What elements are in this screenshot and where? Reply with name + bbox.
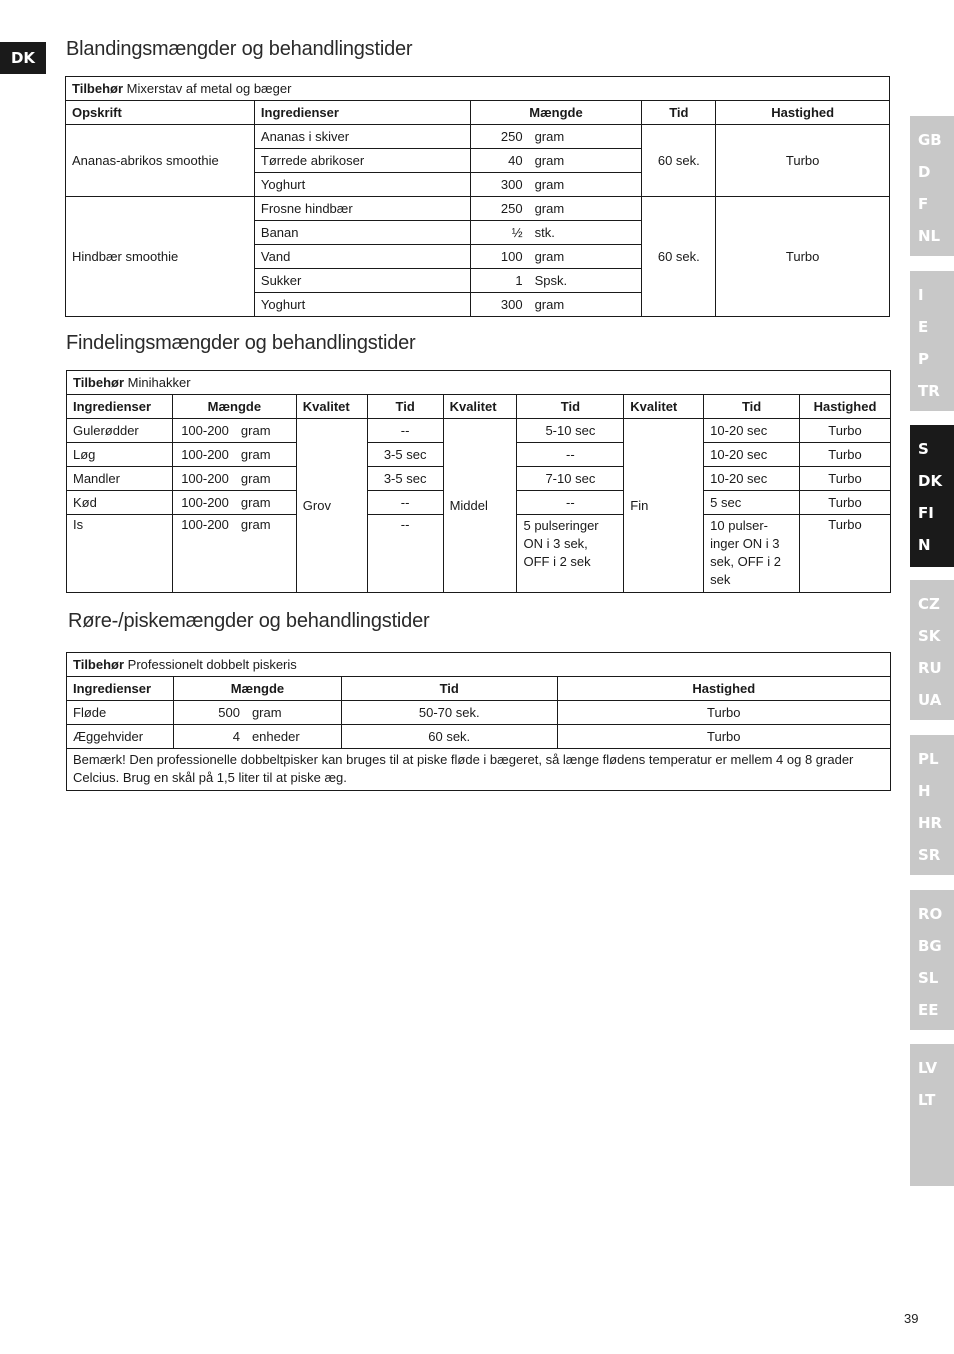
time-cell: 60 sek. [642, 197, 716, 317]
speed-cell: Turbo [557, 725, 890, 749]
table-row [66, 197, 890, 221]
amount-cell [470, 245, 642, 269]
amount-value: 40 [508, 153, 523, 168]
amount-unit: gram [240, 471, 271, 486]
amount-cell [172, 467, 296, 491]
amount-unit: gram [240, 517, 271, 532]
time-medium: 7-10 sec [517, 467, 624, 491]
speed-cell: Turbo [557, 701, 890, 725]
ingredient-cell: Mandler [67, 467, 173, 491]
chopping-table [66, 370, 891, 593]
ingredient-cell: Yoghurt [254, 293, 470, 317]
language-link[interactable]: LV [918, 1059, 938, 1077]
amount-unit: gram [534, 201, 565, 216]
ingredient-cell: Fløde [67, 701, 174, 725]
header-speed: Hastighed [800, 395, 891, 419]
amount-value: 250 [500, 201, 523, 216]
language-link[interactable]: S [918, 440, 929, 458]
language-link[interactable]: DK [918, 472, 943, 490]
amount-unit: gram [534, 177, 565, 192]
header-time-3: Tid [704, 395, 800, 419]
note-row [67, 749, 891, 791]
table-row [67, 701, 891, 725]
ingredient-cell: Gulerødder [67, 419, 173, 443]
time-cell: 60 sek. [341, 725, 557, 749]
language-link[interactable]: TR [918, 382, 940, 400]
amount-cell [470, 293, 642, 317]
language-link[interactable]: CZ [918, 595, 940, 613]
table-row [67, 419, 891, 443]
ingredient-cell: Kød [67, 491, 173, 515]
time-fine: 5 sec [704, 491, 800, 515]
language-link[interactable]: GB [918, 131, 942, 149]
time-fine: 10-20 sec [704, 467, 800, 491]
language-link[interactable]: BG [918, 937, 942, 955]
amount-value: 250 [500, 129, 523, 144]
language-group [910, 425, 954, 567]
amount-value: ½ [511, 225, 523, 240]
header-ingredients: Ingredienser [67, 395, 173, 419]
time-coarse: 3-5 sec [367, 443, 443, 467]
header-recipe: Opskrift [66, 101, 255, 125]
header-amount: Mængde [172, 395, 296, 419]
amount-cell [172, 443, 296, 467]
language-link[interactable]: N [918, 536, 931, 554]
language-link[interactable]: UA [918, 691, 942, 709]
recipe-name: Hindbær smoothie [66, 197, 255, 317]
ingredient-cell: Is [67, 515, 173, 593]
amount-unit: gram [240, 423, 271, 438]
language-link[interactable] [910, 1148, 954, 1180]
amount-cell [470, 221, 642, 245]
amount-value: 300 [500, 177, 523, 192]
amount-cell [172, 515, 296, 593]
ingredient-cell: Banan [254, 221, 470, 245]
language-link[interactable]: LT [918, 1091, 936, 1109]
language-group [910, 580, 954, 720]
header-ingredients: Ingredienser [254, 101, 470, 125]
speed-cell: Turbo [716, 197, 890, 317]
time-fine: 10-20 sec [704, 419, 800, 443]
language-link[interactable]: D [918, 163, 931, 181]
amount-unit: stk. [534, 225, 555, 240]
quality-fine: Fin [624, 419, 704, 593]
language-link[interactable]: I [918, 286, 924, 304]
amount-unit: gram [534, 249, 565, 264]
language-link[interactable]: SL [918, 969, 939, 987]
language-link[interactable]: HR [918, 814, 943, 832]
header-amount: Mængde [173, 677, 341, 701]
header-time-1: Tid [367, 395, 443, 419]
amount-unit: gram [251, 705, 282, 720]
language-group [910, 271, 954, 411]
time-medium: 5 pulseringer ON i 3 sek, OFF i 2 sek [517, 515, 624, 593]
amount-value: 100-200 [181, 471, 229, 486]
accessory-row: Tilbehør Minihakker [67, 371, 891, 395]
time-cell: 60 sek. [642, 125, 716, 197]
amount-value: 100-200 [181, 495, 229, 510]
quality-coarse: Grov [296, 419, 367, 593]
ingredient-cell: Æggehvider [67, 725, 174, 749]
amount-value: 100-200 [181, 517, 229, 532]
language-group [910, 1044, 954, 1186]
header-time-2: Tid [517, 395, 624, 419]
quality-medium: Middel [443, 419, 517, 593]
ingredient-cell: Tørrede abrikoser [254, 149, 470, 173]
language-link[interactable]: SR [918, 846, 941, 864]
amount-cell [470, 173, 642, 197]
ingredient-cell: Vand [254, 245, 470, 269]
time-medium: 5-10 sec [517, 419, 624, 443]
time-coarse: 3-5 sec [367, 467, 443, 491]
amount-value: 100 [500, 249, 523, 264]
ingredient-cell: Ananas i skiver [254, 125, 470, 149]
language-link[interactable]: SK [918, 627, 941, 645]
header-quality-1: Kvalitet [296, 395, 367, 419]
time-medium: -- [517, 443, 624, 467]
language-group [910, 735, 954, 875]
speed-cell: Turbo [800, 491, 891, 515]
table-row [67, 725, 891, 749]
language-link[interactable]: H [918, 782, 931, 800]
time-coarse: -- [367, 515, 443, 593]
time-medium: -- [517, 491, 624, 515]
language-link[interactable]: EE [918, 1001, 939, 1019]
header-amount: Mængde [470, 101, 642, 125]
amount-value: 300 [500, 297, 523, 312]
language-link[interactable]: P [918, 350, 929, 368]
amount-cell [470, 197, 642, 221]
time-coarse: -- [367, 419, 443, 443]
header-time: Tid [341, 677, 557, 701]
ingredient-cell: Løg [67, 443, 173, 467]
language-link[interactable] [910, 1116, 954, 1148]
amount-cell [172, 419, 296, 443]
accessory-row: Tilbehør Professionelt dobbelt piskeris [67, 653, 891, 677]
header-ingredients: Ingredienser [67, 677, 174, 701]
language-link[interactable]: F [918, 195, 929, 213]
amount-cell [173, 701, 341, 725]
whisking-table [66, 652, 891, 791]
language-link[interactable]: RU [918, 659, 942, 677]
ingredient-cell: Sukker [254, 269, 470, 293]
header-quality-3: Kvalitet [624, 395, 704, 419]
section-title-blending: Blandingsmængder og behandlingstider [66, 38, 413, 60]
section-title-chopping: Findelingsmængder og behandlingstider [66, 332, 416, 354]
header-time: Tid [642, 101, 716, 125]
language-tab-dk: DK [0, 42, 46, 74]
amount-unit: gram [534, 129, 565, 144]
header-speed: Hastighed [557, 677, 890, 701]
amount-cell [470, 125, 642, 149]
blending-table [65, 76, 890, 317]
time-cell: 50-70 sek. [341, 701, 557, 725]
language-group [910, 116, 954, 256]
speed-cell: Turbo [800, 467, 891, 491]
speed-cell: Turbo [800, 419, 891, 443]
amount-value: 100-200 [181, 423, 229, 438]
ingredient-cell: Frosne hindbær [254, 197, 470, 221]
amount-value: 4 [232, 729, 240, 744]
language-link[interactable]: RO [918, 905, 943, 923]
accessory-row: Tilbehør Mixerstav af metal og bæger [66, 77, 890, 101]
language-link[interactable]: PL [918, 750, 939, 768]
language-link[interactable]: E [918, 318, 929, 336]
amount-unit: gram [534, 153, 565, 168]
speed-cell: Turbo [800, 515, 891, 593]
recipe-name: Ananas-abrikos smoothie [66, 125, 255, 197]
amount-value: 500 [218, 705, 240, 720]
note-text: Bemærk! Den professionelle dobbeltpisker kan bruges til at piske fløde i bægeret, så længe flødens temperatur er mellem 4 og 8 grader Celcius. Brug en skål på 1,5 liter til at piske æg. [67, 749, 891, 791]
time-coarse: -- [367, 491, 443, 515]
amount-cell [172, 491, 296, 515]
amount-unit: gram [240, 495, 271, 510]
header-speed: Hastighed [716, 101, 890, 125]
amount-unit: Spsk. [534, 273, 568, 288]
ingredient-cell: Yoghurt [254, 173, 470, 197]
time-fine: 10 pulser-inger ON i 3 sek, OFF i 2 sek [704, 515, 800, 593]
amount-unit: enheder [251, 729, 300, 744]
amount-cell [470, 269, 642, 293]
page-number: 39 [904, 1311, 919, 1326]
time-fine: 10-20 sec [704, 443, 800, 467]
amount-cell [173, 725, 341, 749]
amount-unit: gram [240, 447, 271, 462]
table-row [66, 125, 890, 149]
speed-cell: Turbo [800, 443, 891, 467]
amount-cell [470, 149, 642, 173]
language-group [910, 890, 954, 1030]
speed-cell: Turbo [716, 125, 890, 197]
language-link[interactable]: NL [918, 227, 941, 245]
section-title-whisking: Røre-/piskemængder og behandlingstider [68, 610, 430, 632]
amount-unit: gram [534, 297, 565, 312]
amount-value: 1 [515, 273, 523, 288]
header-quality-2: Kvalitet [443, 395, 517, 419]
amount-value: 100-200 [181, 447, 229, 462]
language-link[interactable]: FI [918, 504, 934, 522]
